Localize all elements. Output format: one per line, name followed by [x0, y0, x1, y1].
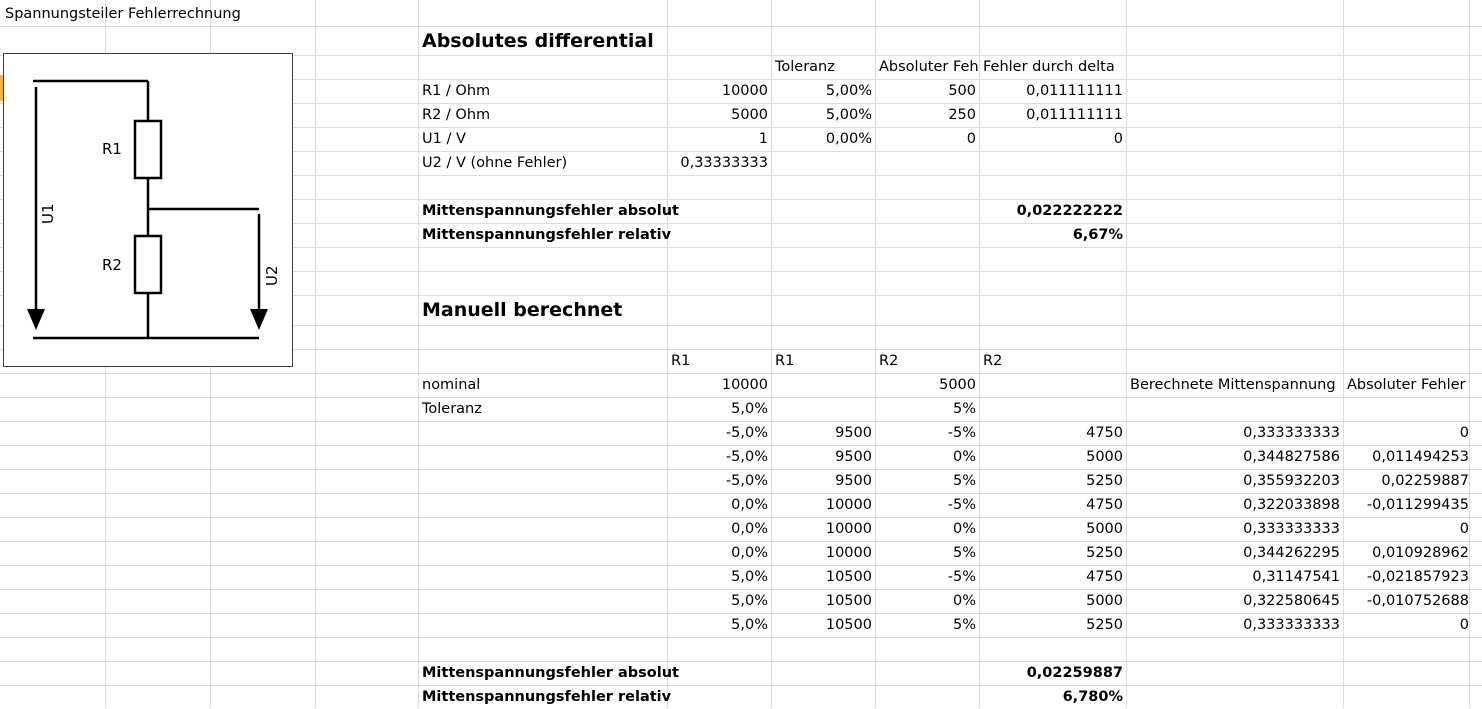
- summary-label-manuell-relativ[interactable]: Mittenspannungsfehler relativ: [422, 689, 672, 705]
- table-cell-r1[interactable]: 10500: [825, 593, 872, 609]
- circuit-diagram-svg: [4, 54, 292, 366]
- table-cell-t2[interactable]: -5%: [947, 497, 976, 513]
- table-cell-r1[interactable]: 10500: [825, 617, 872, 633]
- table-cell-err[interactable]: 0,011494253: [1372, 449, 1469, 465]
- u1-label: U1: [39, 203, 57, 224]
- table-cell-t1[interactable]: 5,0%: [731, 569, 768, 585]
- header-fehler-durch-delta[interactable]: Fehler durch delta: [983, 59, 1115, 75]
- row-label-r1[interactable]: R1 / Ohm: [422, 83, 491, 99]
- voltage-divider-circuit-image: [3, 53, 293, 367]
- table-cell-t2[interactable]: 5%: [952, 545, 976, 561]
- table-cell-err[interactable]: 0: [1459, 521, 1469, 537]
- r2-label: R2: [102, 256, 122, 274]
- table-cell-err[interactable]: 0: [1459, 425, 1469, 441]
- table-cell-t1[interactable]: 5,0%: [731, 593, 768, 609]
- table-cell-r2[interactable]: 5250: [1086, 545, 1123, 561]
- table-cell-t1[interactable]: -5,0%: [725, 425, 768, 441]
- cell-r1-absolut[interactable]: 500: [948, 83, 976, 99]
- cell-u1-value[interactable]: 1: [758, 131, 768, 147]
- table-cell-t2[interactable]: 0%: [952, 449, 976, 465]
- table-cell-u[interactable]: 0,355932203: [1243, 473, 1340, 489]
- table-cell-r1[interactable]: 10500: [825, 569, 872, 585]
- table-cell-r1[interactable]: 10000: [825, 497, 872, 513]
- header-absoluter-fehler-manuell[interactable]: Absoluter Fehler: [1347, 377, 1466, 393]
- summary-value-manuell-relativ[interactable]: 6,780%: [1062, 689, 1123, 705]
- section-title-manuell-berechnet[interactable]: Manuell berechnet: [422, 299, 623, 321]
- table-cell-r1[interactable]: 10000: [825, 521, 872, 537]
- cell-u2-value[interactable]: 0,33333333: [680, 155, 768, 171]
- table-cell-r2[interactable]: 5000: [1086, 449, 1123, 465]
- table-cell-t1[interactable]: -5,0%: [725, 473, 768, 489]
- cell-nominal-r1[interactable]: 10000: [721, 377, 768, 393]
- table-cell-t1[interactable]: -5,0%: [725, 449, 768, 465]
- table-cell-err[interactable]: -0,021857923: [1366, 569, 1469, 585]
- row-label-r2[interactable]: R2 / Ohm: [422, 107, 491, 123]
- table-cell-r2[interactable]: 4750: [1086, 425, 1123, 441]
- table-cell-r2[interactable]: 5000: [1086, 521, 1123, 537]
- table-cell-u[interactable]: 0,333333333: [1243, 425, 1340, 441]
- header-r2-value[interactable]: R2: [983, 353, 1003, 369]
- row-label-u2[interactable]: U2 / V (ohne Fehler): [422, 155, 568, 171]
- table-cell-r1[interactable]: 9500: [835, 473, 872, 489]
- table-cell-err[interactable]: 0,02259887: [1381, 473, 1469, 489]
- u1-arrow-head-icon: [27, 309, 45, 330]
- table-cell-t1[interactable]: 0,0%: [731, 497, 768, 513]
- row-label-u1[interactable]: U1 / V: [422, 131, 466, 147]
- row-label-toleranz[interactable]: Toleranz: [422, 401, 482, 417]
- u2-arrow-head-icon: [250, 309, 268, 330]
- header-toleranz[interactable]: Toleranz: [775, 59, 835, 75]
- cell-toleranz-r1[interactable]: 5,0%: [731, 401, 768, 417]
- table-cell-t2[interactable]: 5%: [952, 473, 976, 489]
- row-label-nominal[interactable]: nominal: [422, 377, 481, 393]
- header-r1-tol[interactable]: R1: [671, 353, 691, 369]
- table-cell-t1[interactable]: 0,0%: [731, 521, 768, 537]
- row-gridline: [0, 637, 1482, 638]
- cell-r2-toleranz[interactable]: 5,00%: [825, 107, 872, 123]
- cell-r1-delta[interactable]: 0,011111111: [1026, 83, 1123, 99]
- table-cell-u[interactable]: 0,344262295: [1243, 545, 1340, 561]
- r1-label: R1: [102, 140, 122, 158]
- summary-value-relativ[interactable]: 6,67%: [1072, 227, 1123, 243]
- table-cell-r1[interactable]: 9500: [835, 449, 872, 465]
- table-cell-r1[interactable]: 10000: [825, 545, 872, 561]
- r2-resistor-icon: [135, 236, 161, 293]
- table-cell-t1[interactable]: 5,0%: [731, 617, 768, 633]
- header-r2-tol[interactable]: R2: [879, 353, 899, 369]
- table-cell-t2[interactable]: 0%: [952, 593, 976, 609]
- cell-r1-toleranz[interactable]: 5,00%: [825, 83, 872, 99]
- table-cell-err[interactable]: -0,010752688: [1366, 593, 1469, 609]
- table-cell-t2[interactable]: 0%: [952, 521, 976, 537]
- table-cell-r2[interactable]: 5000: [1086, 593, 1123, 609]
- table-cell-u[interactable]: 0,333333333: [1243, 521, 1340, 537]
- table-cell-err[interactable]: 0,010928962: [1372, 545, 1469, 561]
- table-cell-t2[interactable]: -5%: [947, 569, 976, 585]
- table-cell-r2[interactable]: 4750: [1086, 497, 1123, 513]
- cell-r1-value[interactable]: 10000: [721, 83, 768, 99]
- table-cell-u[interactable]: 0,344827586: [1243, 449, 1340, 465]
- cell-r2-delta[interactable]: 0,011111111: [1026, 107, 1123, 123]
- table-cell-t2[interactable]: 5%: [952, 617, 976, 633]
- sheet-title-cell[interactable]: Spannungsteiler Fehlerrechnung: [5, 6, 241, 22]
- table-cell-t1[interactable]: 0,0%: [731, 545, 768, 561]
- r1-resistor-icon: [135, 121, 161, 178]
- table-cell-u[interactable]: 0,322580645: [1243, 593, 1340, 609]
- section-title-absolutes-differential[interactable]: Absolutes differential: [422, 30, 654, 52]
- table-cell-u[interactable]: 0,322033898: [1243, 497, 1340, 513]
- summary-label-absolut[interactable]: Mittenspannungsfehler absolut: [422, 203, 679, 219]
- table-cell-r2[interactable]: 5250: [1086, 473, 1123, 489]
- header-r1-value[interactable]: R1: [775, 353, 795, 369]
- cell-r2-value[interactable]: 5000: [731, 107, 768, 123]
- table-cell-r2[interactable]: 5250: [1086, 617, 1123, 633]
- cell-u1-absolut[interactable]: 0: [966, 131, 976, 147]
- cell-toleranz-r2[interactable]: 5%: [952, 401, 976, 417]
- u2-label: U2: [263, 265, 281, 286]
- table-cell-err[interactable]: 0: [1459, 617, 1469, 633]
- header-berechnete-mittenspannung[interactable]: Berechnete Mittenspannung: [1130, 377, 1336, 393]
- table-cell-r2[interactable]: 4750: [1086, 569, 1123, 585]
- table-cell-u[interactable]: 0,333333333: [1243, 617, 1340, 633]
- table-cell-err[interactable]: -0,011299435: [1366, 497, 1469, 513]
- table-cell-u[interactable]: 0,31147541: [1252, 569, 1340, 585]
- table-cell-r1[interactable]: 9500: [835, 425, 872, 441]
- column-gridline: [315, 0, 316, 708]
- header-absoluter-fehler[interactable]: Absoluter Feh: [879, 59, 979, 75]
- summary-label-relativ[interactable]: Mittenspannungsfehler relativ: [422, 227, 672, 243]
- summary-value-absolut[interactable]: 0,022222222: [1016, 203, 1123, 219]
- cell-nominal-r2[interactable]: 5000: [939, 377, 976, 393]
- cell-r2-absolut[interactable]: 250: [948, 107, 976, 123]
- table-cell-t2[interactable]: -5%: [947, 425, 976, 441]
- cell-u1-toleranz[interactable]: 0,00%: [825, 131, 872, 147]
- summary-value-manuell-absolut[interactable]: 0,02259887: [1026, 665, 1123, 681]
- cell-u1-delta[interactable]: 0: [1113, 131, 1123, 147]
- summary-label-manuell-absolut[interactable]: Mittenspannungsfehler absolut: [422, 665, 679, 681]
